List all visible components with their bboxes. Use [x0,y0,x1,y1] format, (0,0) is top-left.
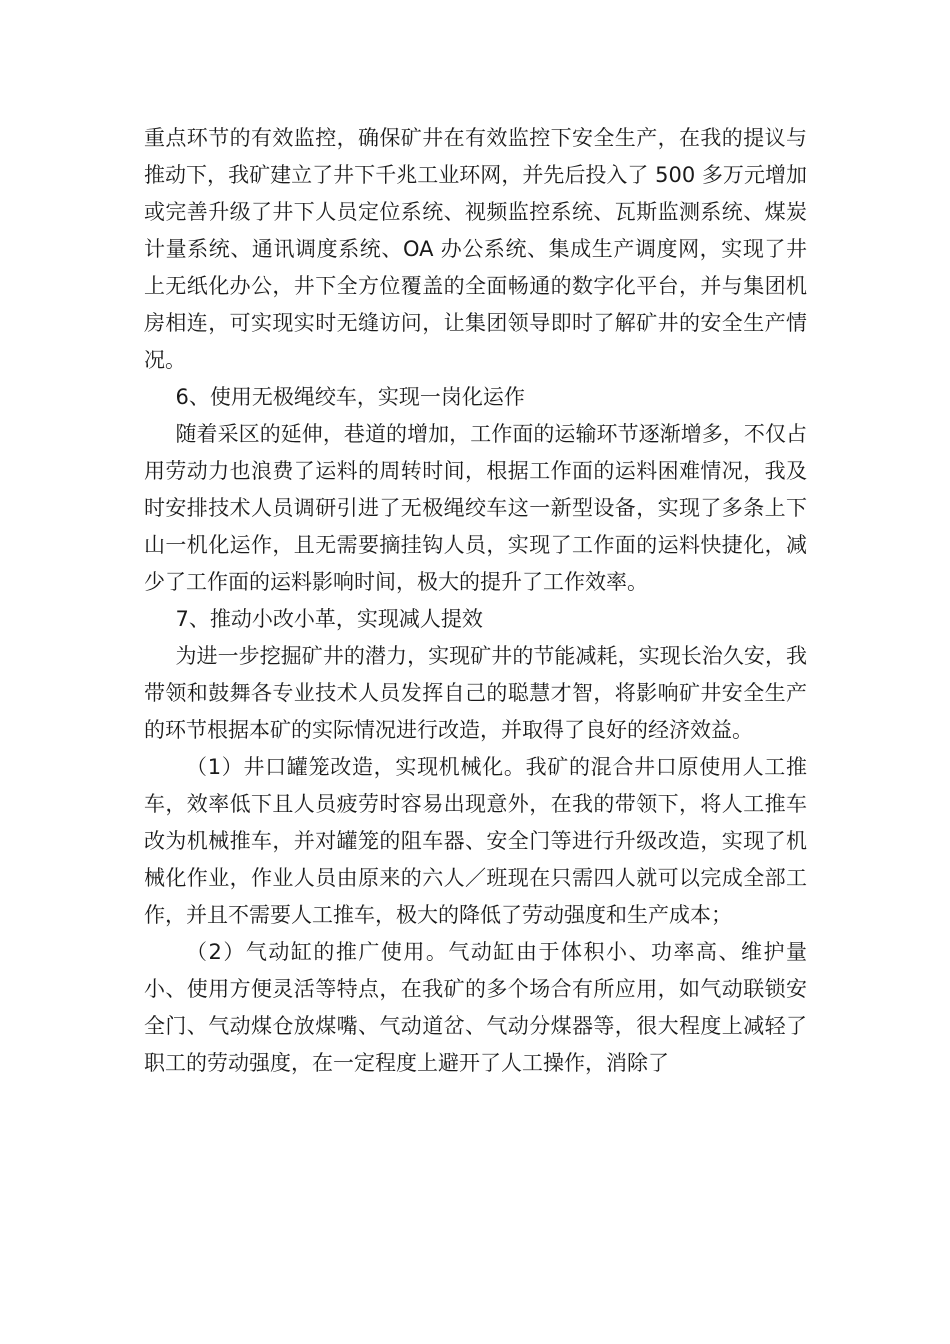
paragraph-endless-rope-winch: 随着采区的延伸，巷道的增加，工作面的运输环节逐渐增多，不仅占用劳动力也浪费了运料的周转时间，根据工作面的运料困难情况，我及时安排技术人员调研引进了无极绳绞车这一新型设备，实现了多条上下山一机化运作，且无需要摘挂钩人员，实现了工作面的运料快捷化，减少了工作面的运料影响时间，极大的提升了工作效率。 [144,422,807,594]
paragraph-small-reforms: 为进一步挖掘矿井的潜力，实现矿井的节能减耗，实现长治久安，我带领和鼓舞各专业技术人员发挥自己的聪慧才智，将影响矿井安全生产的环节根据本矿的实际情况进行改造，并取得了良好的经济效益。 [144,644,807,742]
section-heading-6: 6、使用无极绳绞车，实现一岗化运作 [175,385,525,409]
paragraph-pneumatic-cylinder: （2）气动缸的推广使用。气动缸由于体积小、功率高、维护量小、使用方便灵活等特点，在我矿的多个场合有所应用，如气动联锁安全门、气动煤仓放煤嘴、气动道岔、气动分煤器等，很大程度上减轻了职工的劳动强度，在一定程度上避开了人工操作，消除了 [144,940,807,1075]
paragraph-cage-retrofit: （1）井口罐笼改造，实现机械化。我矿的混合井口原使用人工推车，效率低下且人员疲劳时容易出现意外，在我的带领下，将人工推车改为机械推车，并对罐笼的阻车器、安全门等进行升级改造，实现了机械化作业，作业人员由原来的六人／班现在只需四人就可以完成全部工作，并且不需要人工推车，极大的降低了劳动强度和生产成本； [144,755,807,927]
document-body [144,120,807,1082]
section-heading-7: 7、推动小改小革，实现减人提效 [175,607,483,631]
paragraph-network-monitoring: 重点环节的有效监控，确保矿井在有效监控下安全生产，在我的提议与推动下，我矿建立了井下千兆工业环网，并先后投入了 500 多万元增加或完善升级了井下人员定位系统、视频监控系统、瓦斯监测系统、煤炭计量系统、通讯调度系统、OA 办公系统、集成生产调度网，实现了井上无纸化办公，井下全方位覆盖的全面畅通的数字化平台，并与集团机房相连，可实现实时无缝访问，让集团领导即时了解矿井的安全生产情况。 [144,126,807,372]
